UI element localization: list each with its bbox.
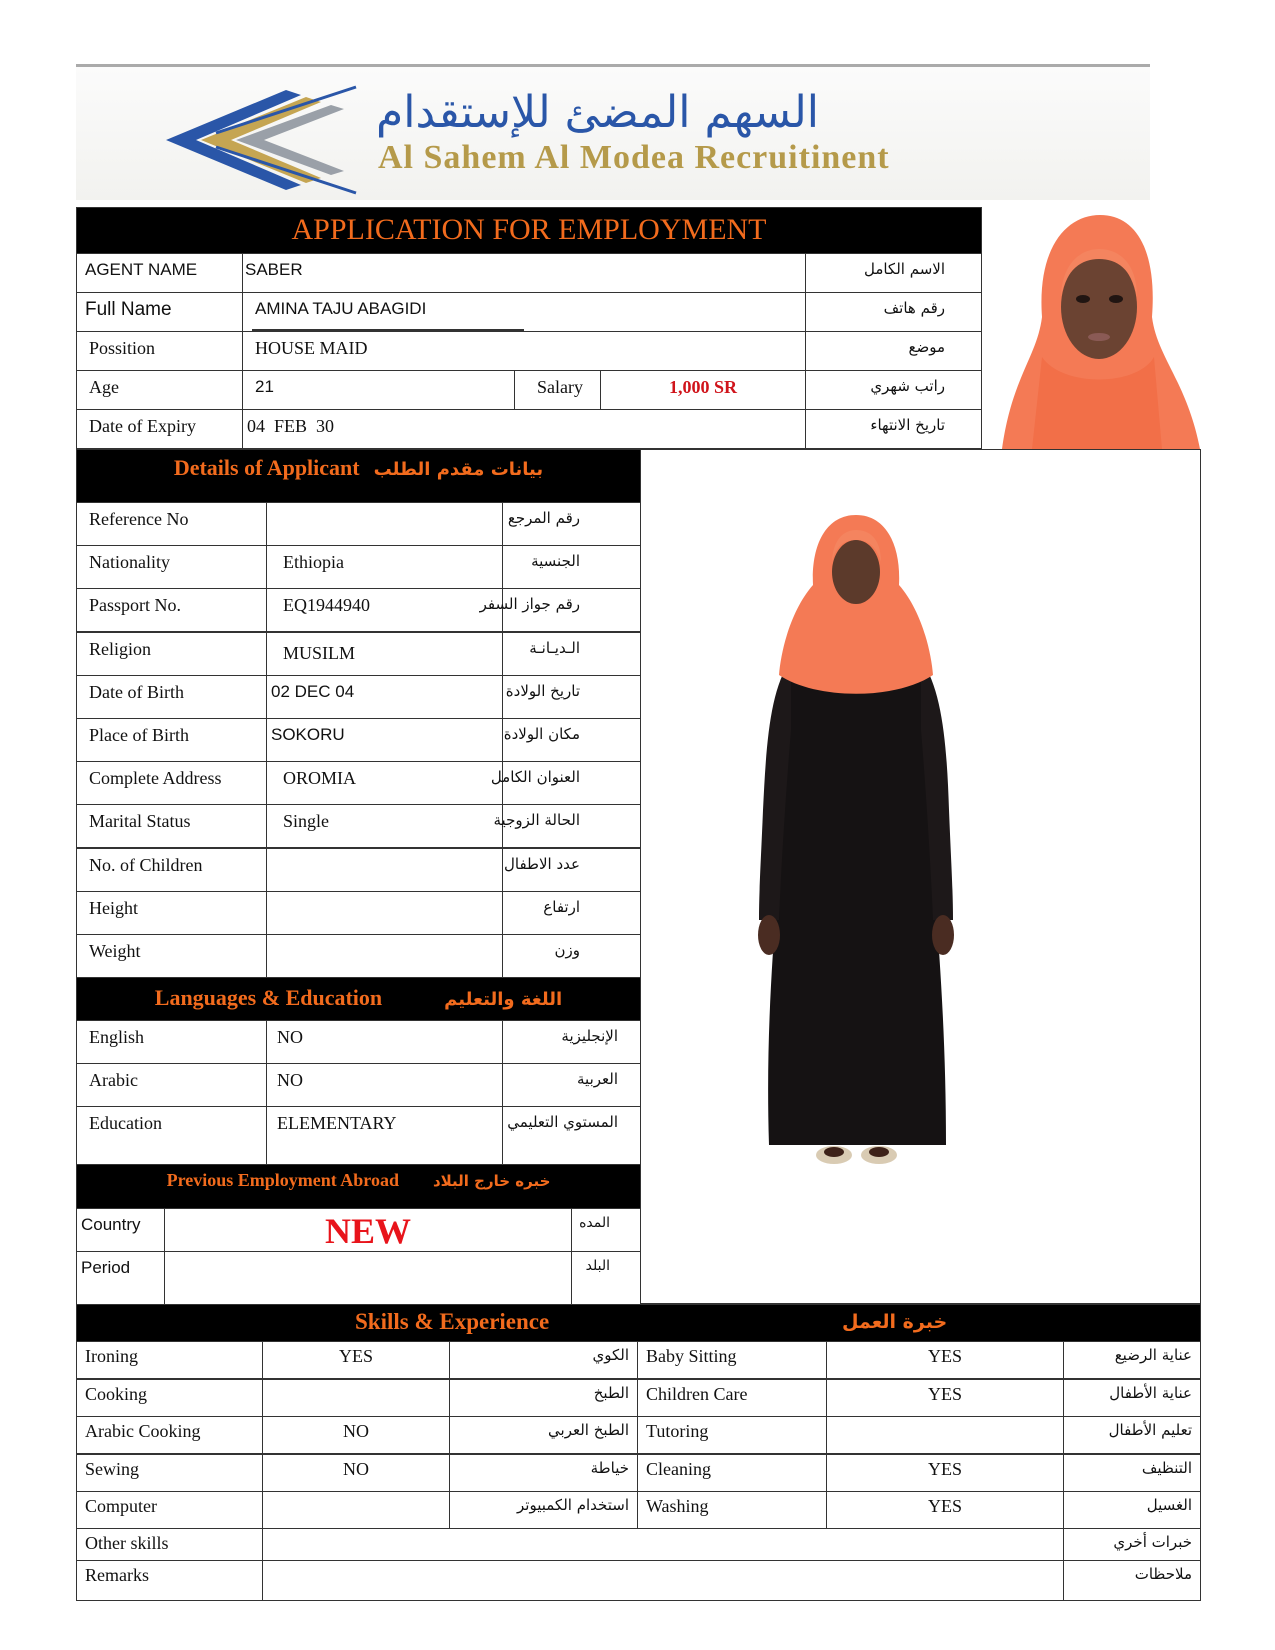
position-label: Possition	[76, 331, 243, 371]
other-skills-label: Other skills	[76, 1528, 263, 1561]
details-row-label: Passport No.	[76, 588, 267, 632]
logo-english-name: Al Sahem Al Modea Recruitinent	[378, 139, 890, 176]
period-label: Period	[76, 1251, 165, 1305]
details-row-value: Ethiopia	[266, 545, 503, 589]
details-row-label: Place of Birth	[76, 718, 267, 762]
remarks-label: Remarks	[76, 1560, 263, 1601]
skill-row-right-arabic: التنظيف	[1063, 1454, 1201, 1492]
details-row-arabic: الحالة الزوجية	[502, 804, 641, 848]
details-row-label: Reference No	[76, 502, 267, 546]
skill-row-right-arabic: تعليم الأطفال	[1063, 1416, 1201, 1454]
agent-name-value: SABER	[242, 253, 806, 293]
application-title: APPLICATION FOR EMPLOYMENT	[291, 213, 767, 246]
details-row-value: MUSILM	[266, 632, 503, 676]
position-arabic: موضع	[805, 331, 982, 371]
skill-row-left-label: Computer	[76, 1491, 263, 1529]
period-value	[164, 1251, 572, 1305]
details-row-arabic: مكان الولادة	[502, 718, 641, 762]
skill-row-right-arabic: عناية الأطفال	[1063, 1379, 1201, 1417]
arrow-logo-icon	[156, 85, 366, 195]
previous-employment-value: NEW	[324, 1211, 411, 1251]
language-row-value: NO	[266, 1063, 503, 1107]
skill-row-left-arabic: الكوي	[449, 1341, 638, 1379]
other-skills-value	[262, 1528, 1064, 1561]
details-title-ar: بيانات مقدم الطلب	[373, 459, 544, 480]
language-row-label: Education	[76, 1106, 267, 1165]
details-row-arabic: رقم المرجع	[502, 502, 641, 546]
skill-row-left-value	[262, 1491, 450, 1529]
skill-row-right-arabic: الغسيل	[1063, 1491, 1201, 1529]
details-section-header	[76, 449, 641, 503]
skill-row-left-value: NO	[262, 1454, 450, 1492]
other-skills-arabic: خبرات أخري	[1063, 1528, 1201, 1561]
details-row-value: 02 DEC 04	[266, 675, 503, 719]
languages-title-en: Languages & Education	[154, 985, 383, 1010]
details-row-arabic: الـديـانـة	[502, 632, 641, 676]
skill-row-left-label: Arabic Cooking	[76, 1416, 263, 1454]
logo-arabic-name: السهم المضئ للإستقدام	[376, 87, 819, 138]
previous-title-en: Previous Employment Abroad	[166, 1170, 399, 1190]
previous-title-ar: خبره خارج البلاد	[432, 1172, 551, 1190]
language-row-value: NO	[266, 1020, 503, 1064]
skill-row-right-label: Tutoring	[637, 1416, 827, 1454]
skill-row-left-value: NO	[262, 1416, 450, 1454]
applicant-headshot-photo	[982, 207, 1200, 449]
position-value: HOUSE MAID	[242, 331, 806, 371]
details-row-label: Complete Address	[76, 761, 267, 805]
details-row-value	[266, 502, 503, 546]
skill-row-left-arabic: الطبخ العربي	[449, 1416, 638, 1454]
agent-name-label: AGENT NAME	[76, 253, 243, 293]
application-title-bar	[76, 207, 982, 254]
details-row-value	[266, 891, 503, 935]
details-row-label: Religion	[76, 632, 267, 676]
languages-title-ar: اللغة والتعليم	[444, 989, 563, 1010]
skill-row-right-arabic: عناية الرضيع	[1063, 1341, 1201, 1379]
applicant-full-body-photo	[640, 449, 1201, 1304]
salary-value: 1,000 SR	[600, 370, 806, 410]
details-row-value: SOKORU	[266, 718, 503, 762]
language-row-arabic: الإنجليزية	[502, 1020, 641, 1064]
language-row-arabic: المستوي التعليمي	[502, 1106, 641, 1165]
language-row-label: Arabic	[76, 1063, 267, 1107]
remarks-value	[262, 1560, 1064, 1601]
language-row-arabic: العربية	[502, 1063, 641, 1107]
age-label: Age	[76, 370, 243, 410]
skill-row-left-value	[262, 1379, 450, 1417]
details-title-en: Details of Applicant	[173, 455, 360, 480]
skill-row-right-value: YES	[826, 1491, 1064, 1529]
remarks-arabic: ملاحظات	[1063, 1560, 1201, 1601]
previous-employment-header	[76, 1164, 641, 1209]
skill-row-right-value: YES	[826, 1379, 1064, 1417]
details-row-value: OROMIA	[266, 761, 503, 805]
skill-row-left-arabic: خياطة	[449, 1454, 638, 1492]
details-row-arabic: العنوان الكامل	[502, 761, 641, 805]
details-row-value: Single	[266, 804, 503, 848]
full-name-arabic: رقم هاتف	[805, 292, 982, 332]
details-row-arabic: عدد الاطفال	[502, 848, 641, 892]
skill-row-left-label: Sewing	[76, 1454, 263, 1492]
skill-row-left-label: Ironing	[76, 1341, 263, 1379]
country-label: Country	[76, 1208, 165, 1252]
details-row-value	[266, 934, 503, 978]
salary-label: Salary	[514, 370, 601, 410]
details-row-label: Weight	[76, 934, 267, 978]
age-value: 21	[242, 370, 515, 410]
company-logo-banner	[76, 64, 1150, 200]
skill-row-right-value: YES	[826, 1341, 1064, 1379]
language-row-label: English	[76, 1020, 267, 1064]
agent-name-arabic: الاسم الكامل	[805, 253, 982, 293]
skill-row-right-label: Children Care	[637, 1379, 827, 1417]
details-row-value	[266, 848, 503, 892]
skill-row-left-arabic: استخدام الكمبيوتر	[449, 1491, 638, 1529]
skill-row-right-label: Washing	[637, 1491, 827, 1529]
details-row-value: EQ1944940	[266, 588, 503, 632]
skill-row-left-value: YES	[262, 1341, 450, 1379]
language-row-value: ELEMENTARY	[266, 1106, 503, 1165]
skills-section-header	[76, 1304, 1201, 1342]
period-arabic: البلد	[571, 1251, 641, 1305]
country-arabic: المده	[571, 1208, 641, 1252]
full-name-value: AMINA TAJU ABAGIDI	[242, 292, 806, 332]
skill-row-right-label: Cleaning	[637, 1454, 827, 1492]
details-row-arabic: تاريخ الولادة	[502, 675, 641, 719]
expiry-value: 04 FEB 30	[242, 409, 806, 449]
details-row-label: Date of Birth	[76, 675, 267, 719]
details-row-arabic: وزن	[502, 934, 641, 978]
salary-arabic: راتب شهري	[805, 370, 982, 410]
expiry-arabic: تاريخ الانتهاء	[805, 409, 982, 449]
details-row-arabic: الجنسية	[502, 545, 641, 589]
details-row-arabic: رقم جواز السفر	[502, 588, 641, 632]
skill-row-left-label: Cooking	[76, 1379, 263, 1417]
skill-row-left-arabic: الطبخ	[449, 1379, 638, 1417]
skill-row-right-value	[826, 1416, 1064, 1454]
expiry-label: Date of Expiry	[76, 409, 243, 449]
full-name-label: Full Name	[76, 292, 243, 332]
skills-title-en: Skills & Experience	[355, 1309, 550, 1334]
details-row-label: Marital Status	[76, 804, 267, 848]
details-row-label: Height	[76, 891, 267, 935]
skill-row-right-value: YES	[826, 1454, 1064, 1492]
skills-title-ar: خبرة العمل	[842, 1311, 948, 1333]
details-row-label: Nationality	[76, 545, 267, 589]
languages-section-header	[76, 977, 641, 1021]
details-row-label: No. of Children	[76, 848, 267, 892]
details-row-arabic: ارتفاع	[502, 891, 641, 935]
skill-row-right-label: Baby Sitting	[637, 1341, 827, 1379]
